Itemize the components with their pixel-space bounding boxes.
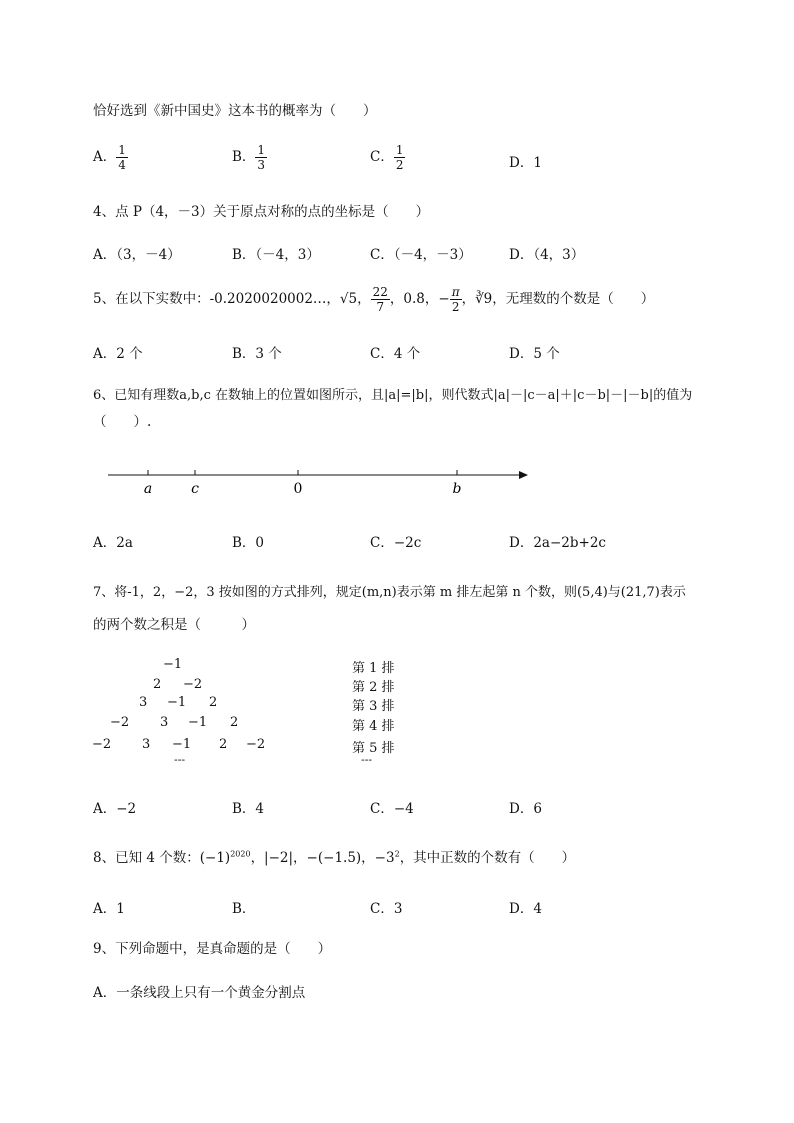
q8-stem: 8、已知 4 个数：$(-1)^{2020}$，|−2|，−(−1.5)，$-3^2$，其中正数的个数有（ ） xyxy=(93,849,576,866)
triangle-cell: 3 xyxy=(142,737,151,752)
q3-option-b[interactable]: B． $\frac{1}{3}$ xyxy=(232,143,266,172)
q6-stem-line2: （ ）. xyxy=(93,414,152,430)
fraction: $\frac{1}{2}$ xyxy=(395,143,404,172)
q7-option-a[interactable]: A．−2 xyxy=(93,801,137,817)
number-line xyxy=(100,460,540,500)
q9-option-a[interactable]: A．一条线段上只有一个黄金分割点 xyxy=(93,985,306,1001)
fraction: $\frac{\pi}{2}$ xyxy=(451,285,460,314)
q6-option-a[interactable]: A．2a xyxy=(93,535,133,551)
triangle-cell: −1 xyxy=(167,695,187,710)
q6-stem-line1: 6、已知有理数a,b,c 在数轴上的位置如图所示，且|a|=|b|，则代数式|a|－|c－a|＋|c－b|－|－b|的值为 xyxy=(93,388,693,403)
q7-option-d[interactable]: D．6 xyxy=(509,801,542,817)
q8-option-c[interactable]: C．3 xyxy=(370,901,403,917)
triangle-cell: 2 xyxy=(230,715,239,730)
row-label: 第 2 排 xyxy=(352,680,395,695)
q6-option-b[interactable]: B．0 xyxy=(232,535,265,551)
fraction: $\frac{1}{4}$ xyxy=(118,143,126,172)
q4-option-b[interactable]: B．（－4，3） xyxy=(232,247,320,263)
triangle-cell: 3 xyxy=(139,695,148,710)
triangle-ellipsis: --- xyxy=(174,753,186,766)
q4-stem: 4、点 P（4，－3）关于原点对称的点的坐标是（ ） xyxy=(93,204,430,220)
triangle-cell: −2 xyxy=(92,737,112,752)
q5-option-a[interactable]: A．2 个 xyxy=(93,346,143,362)
row-label-ellipsis: --- xyxy=(361,753,373,766)
triangle-cell: 2 xyxy=(219,737,228,752)
triangle-cell: −2 xyxy=(183,677,203,692)
q5-option-c[interactable]: C．4 个 xyxy=(370,346,421,362)
q3-option-a[interactable]: A． $\frac{1}{4}$ xyxy=(93,143,126,172)
q3-stem: 恰好选到《新中国史》这本书的概率为（ ） xyxy=(93,103,377,119)
triangle-cell: 3 xyxy=(160,715,169,730)
q7-stem-line1: 7、将-1，2，−2，3 按如图的方式排列，规定(m,n)表示第 m 排左起第 n 个数，则(5,4)与(21,7)表示 xyxy=(93,585,686,600)
q7-stem-line2: 的两个数之积是（ ） xyxy=(93,617,255,633)
q3-option-d[interactable]: D．1 xyxy=(509,155,542,171)
row-label: 第 4 排 xyxy=(352,719,395,734)
triangle-cell: −1 xyxy=(188,715,208,730)
q8-option-b[interactable]: B． xyxy=(232,901,256,917)
label-b: b xyxy=(452,481,462,497)
q3-option-c[interactable]: C． $\frac{1}{2}$ xyxy=(370,143,404,172)
q4-option-d[interactable]: D．（4，3） xyxy=(509,247,585,263)
label-zero: 0 xyxy=(293,481,303,497)
label-a: a xyxy=(143,481,153,497)
q5-option-d[interactable]: D．5 个 xyxy=(509,346,560,362)
q6-option-c[interactable]: C．−2c xyxy=(370,535,422,551)
axis-arrow-icon xyxy=(519,471,528,479)
triangle-cell: −2 xyxy=(110,715,130,730)
triangle-cell: 2 xyxy=(209,695,218,710)
row-label: 第 5 排 xyxy=(352,741,395,756)
q4-option-a[interactable]: A．（3，－4） xyxy=(93,247,181,263)
q8-option-a[interactable]: A．1 xyxy=(93,901,125,917)
q6-option-d[interactable]: D．2a−2b+2c xyxy=(509,535,606,551)
triangle-cell: −1 xyxy=(172,737,192,752)
q8-option-d[interactable]: D．4 xyxy=(509,901,542,917)
q5-option-b[interactable]: B．3 个 xyxy=(232,346,282,362)
triangle-cell: 2 xyxy=(153,677,162,692)
row-label: 第 1 排 xyxy=(352,661,395,676)
fraction: $\frac{1}{3}$ xyxy=(257,143,266,172)
triangle-cell: −1 xyxy=(163,657,183,672)
q7-option-c[interactable]: C．−4 xyxy=(370,801,414,817)
q5-stem: 5、在以下实数中：-0.2020020002…，√5， $\frac{22}{7}$ ，0.8̇，− $\frac{\pi}{2}$ ，∛9，无理数的个数是（ ） xyxy=(93,285,655,314)
row-label: 第 3 排 xyxy=(352,699,395,714)
q7-option-b[interactable]: B．4 xyxy=(232,801,265,817)
fraction: $\frac{22}{7}$ xyxy=(372,285,388,314)
triangle-cell: −2 xyxy=(246,737,266,752)
label-c: c xyxy=(191,481,199,497)
q9-stem: 9、下列命题中，是真命题的是（ ） xyxy=(93,941,332,957)
q4-option-c[interactable]: C．（－4，－3） xyxy=(370,247,472,263)
